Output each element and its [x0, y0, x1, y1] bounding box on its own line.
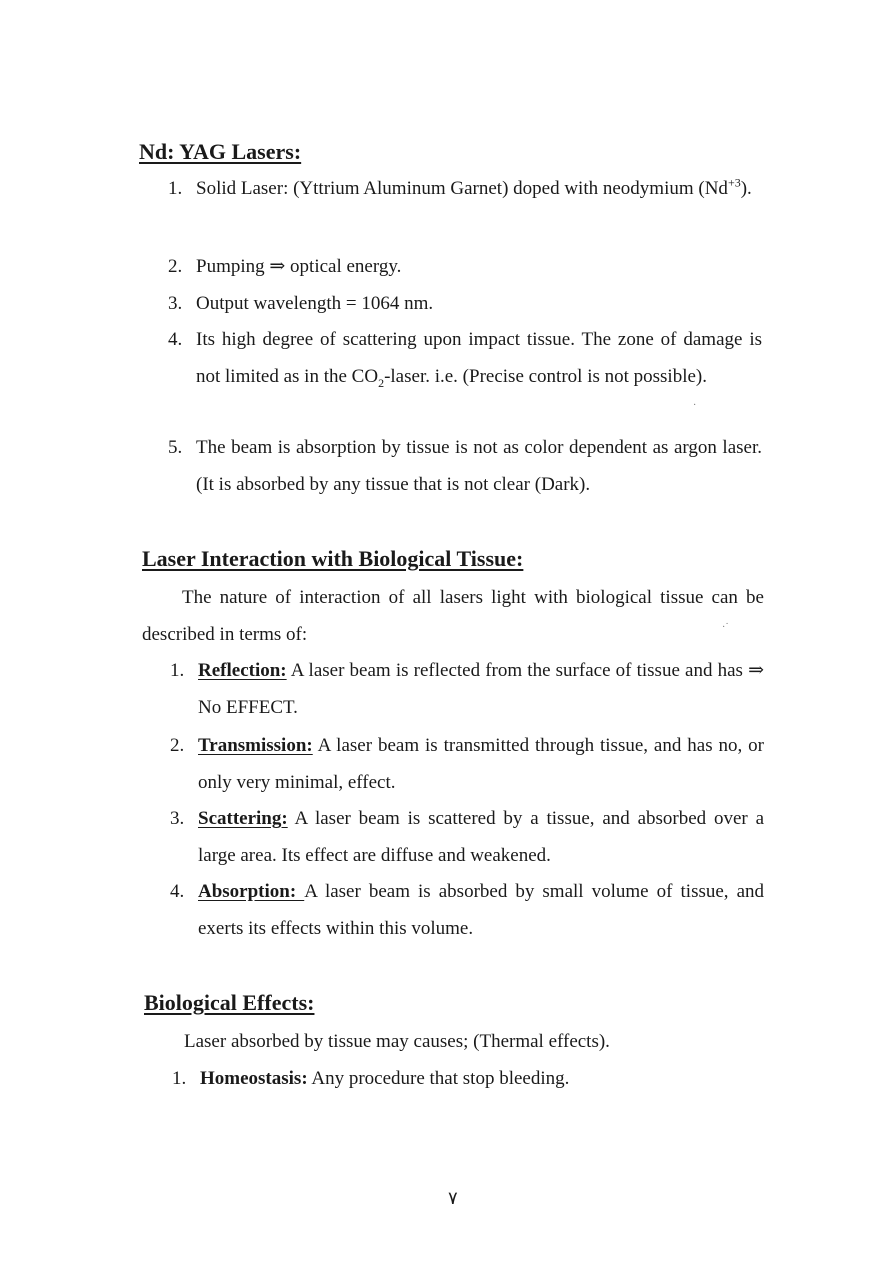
list-item-text: Homeostasis: Any procedure that stop bleeding.: [200, 1068, 570, 1089]
list-number: 3.: [168, 293, 183, 314]
list-item-text: Pumping ⇒ optical energy.: [196, 256, 402, 277]
heading-biological-effects: Biological Effects:: [144, 990, 315, 1015]
page-number: ٧: [448, 1188, 458, 1208]
list-number: 4.: [170, 881, 185, 902]
list-item-text: Solid Laser: (Yttrium Aluminum Garnet) doped with neodymium $(Nd^{+3})$.: [196, 175, 752, 199]
list-number: 1.: [170, 660, 185, 681]
scan-speck: ·: [693, 400, 697, 411]
term-label: Homeostasis:: [200, 1068, 308, 1089]
term-label: Transmission:: [198, 735, 313, 756]
scan-speck: ·˙: [722, 622, 729, 633]
intro-paragraph: The nature of interaction of all lasers light with biological tissue can be described in terms of:: [142, 587, 764, 645]
list-number: 4.: [168, 329, 183, 350]
intro-paragraph: Laser absorbed by tissue may causes; (Thermal effects).: [184, 1031, 610, 1052]
list-item-text: Its high degree of scattering upon impact tissue. The zone of damage is not limited as in the $CO_2$-laser. i.e. (Precise control is not possible).: [196, 329, 762, 390]
list-item-text: Scattering: A laser beam is scattered by a tissue, and absorbed over a large area. Its effect are diffuse and weakened.: [198, 808, 764, 866]
list-number: 1.: [168, 178, 183, 199]
term-label: Scattering:: [198, 808, 288, 829]
term-label: Absorption:: [198, 881, 305, 902]
heading-laser-interaction: Laser Interaction with Biological Tissue:: [142, 546, 524, 571]
heading-nd-yag-lasers: Nd: YAG Lasers:: [139, 139, 302, 164]
list-item-text: The beam is absorption by tissue is not as color dependent as argon laser. (It is absorbed by any tissue that is not clear (Dark).: [196, 437, 762, 495]
list-item-text: Absorption: A laser beam is absorbed by small volume of tissue, and exerts its effects within this volume.: [198, 881, 765, 939]
list-number: 1.: [172, 1068, 187, 1089]
list-number: 3.: [170, 808, 185, 829]
list-number: 5.: [168, 437, 183, 458]
list-number: 2.: [170, 735, 185, 756]
list-item-text: Transmission: A laser beam is transmitted through tissue, and has no, or only very minimal, effect.: [198, 735, 764, 793]
term-label: Reflection:: [198, 660, 287, 681]
list-number: 2.: [168, 256, 183, 277]
list-item-text: Reflection: A laser beam is reflected from the surface of tissue and has ⇒ No EFFECT.: [198, 660, 764, 718]
list-item-text: Output wavelength = 1064 nm.: [196, 293, 434, 314]
